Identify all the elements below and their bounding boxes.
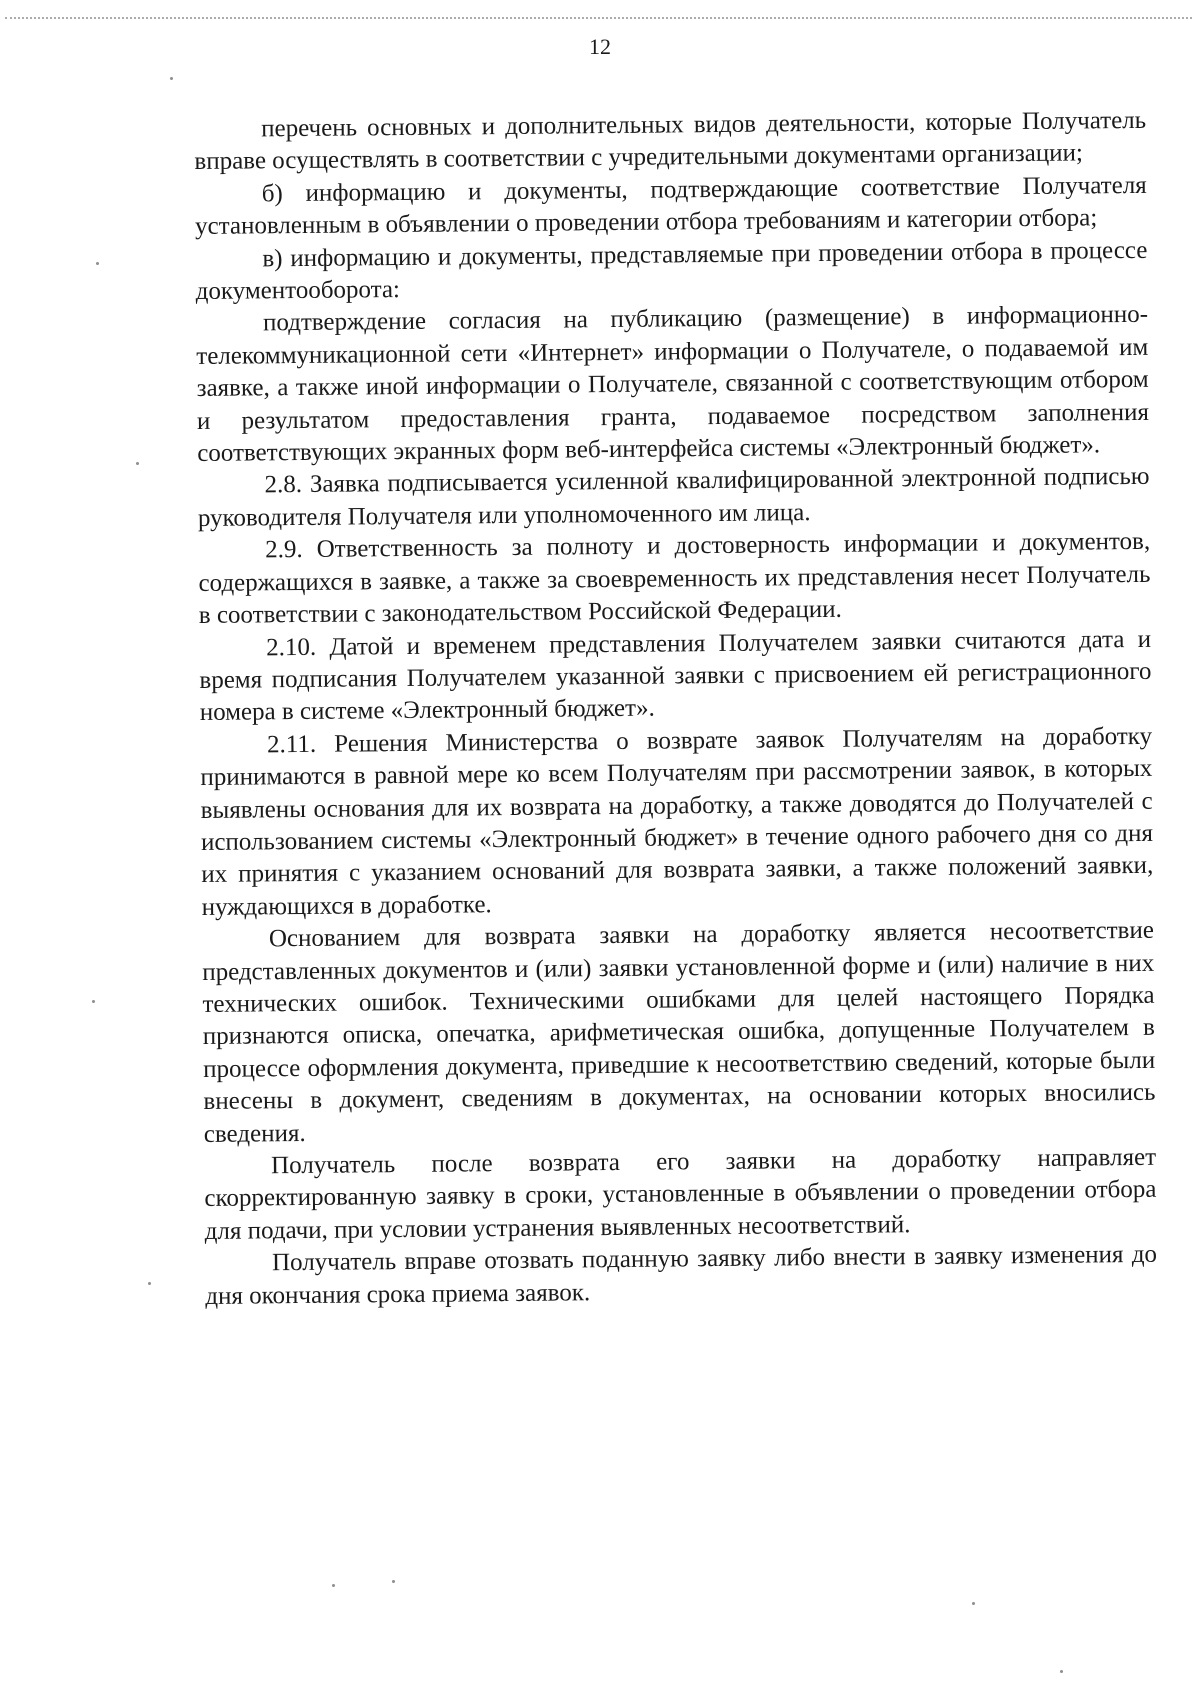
document-body bbox=[194, 105, 1157, 1313]
paragraph-item-v: в) информацию и документы, представляемые при проведении отбора в процессе документооборота: bbox=[195, 236, 1148, 306]
scan-speck bbox=[972, 1602, 975, 1605]
paragraph-2-11: 2.11. Решения Министерства о возврате заявок Получателям на доработку принимаются в равной мере ко всем Получателям при рассмотрении заявок, в которых выявлены основания для их возврата на доработку, а также доводятся до Получателей с использованием системы «Электронный бюджет» в течение одного рабочего дня со дня их принятия с указанием оснований для возврата заявки, а также положений заявки, нуждающихся в доработке. bbox=[200, 722, 1154, 921]
scan-speck bbox=[136, 462, 139, 465]
scan-speck bbox=[392, 1580, 395, 1583]
paragraph-withdrawal: Получатель вправе отозвать поданную заявку либо внести в заявку изменения до дня окончания срока приема заявок. bbox=[205, 1241, 1158, 1310]
paragraph-resubmission: Получатель после возврата его заявки на доработку направляет скорректированную заявку в сроки, установленные в объявлении о проведении отбора для подачи, при условии устранения выявленных несоответствий. bbox=[204, 1143, 1157, 1245]
scan-speck bbox=[92, 1000, 95, 1003]
scan-speck bbox=[96, 262, 99, 265]
paragraph-2-10: 2.10. Датой и временем представления Получателем заявки считаются дата и время подписания Получателем указанной заявки с присвоением ей регистрационного номера в системе «Электронный бюджет». bbox=[199, 625, 1152, 727]
scan-speck bbox=[1060, 1670, 1063, 1673]
scan-speck bbox=[170, 77, 173, 80]
paragraph-return-grounds: Основанием для возврата заявки на доработку является несоответствие представленных документов и (или) заявки установленной форме и (или) наличие в них технических ошибок. Техническими ошибками для целей настоящего Порядка признаются описка, опечатка, арифметическая ошибка, допущенные Получателем в процессе оформления документа, приведшие к несоответствию сведений, которые были внесены в документ, сведениям в документах, на основании которых вносились сведения. bbox=[202, 916, 1156, 1148]
paragraph-activities-list: перечень основных и дополнительных видов деятельности, которые Получатель вправе осуществлять в соответствии с учредительными документами организации; bbox=[194, 106, 1147, 176]
paragraph-2-8: 2.8. Заявка подписывается усиленной квалифицированной электронной подписью руководителя Получателя или уполномоченного им лица. bbox=[197, 463, 1150, 532]
paragraph-2-9: 2.9. Ответственность за полноту и достоверность информации и документов, содержащихся в заявке, а также за своевременность их представления несет Получатель в соответствии с законодательством Российской Федерации. bbox=[198, 528, 1151, 630]
page-number: 12 bbox=[589, 34, 611, 59]
scan-top-edge bbox=[5, 17, 1192, 19]
scan-speck bbox=[332, 1584, 335, 1587]
paragraph-item-b: б) информацию и документы, подтверждающие соответствие Получателя установленным в объявлении о проведении отбора требованиям и категории отбора; bbox=[194, 171, 1147, 241]
scan-speck bbox=[148, 1282, 151, 1285]
paragraph-consent-confirmation: подтверждение согласия на публикацию (размещение) в информационно-телекоммуникационной сети «Интернет» информации о Получателе, о подаваемой им заявке, а также иной информации о Получателе, связанной с соответствующим отбором и результатом предоставления гранта, подаваемое посредством заполнения соответствующих экранных форм веб-интерфейса системы «Электронный бюджет». bbox=[196, 301, 1150, 468]
